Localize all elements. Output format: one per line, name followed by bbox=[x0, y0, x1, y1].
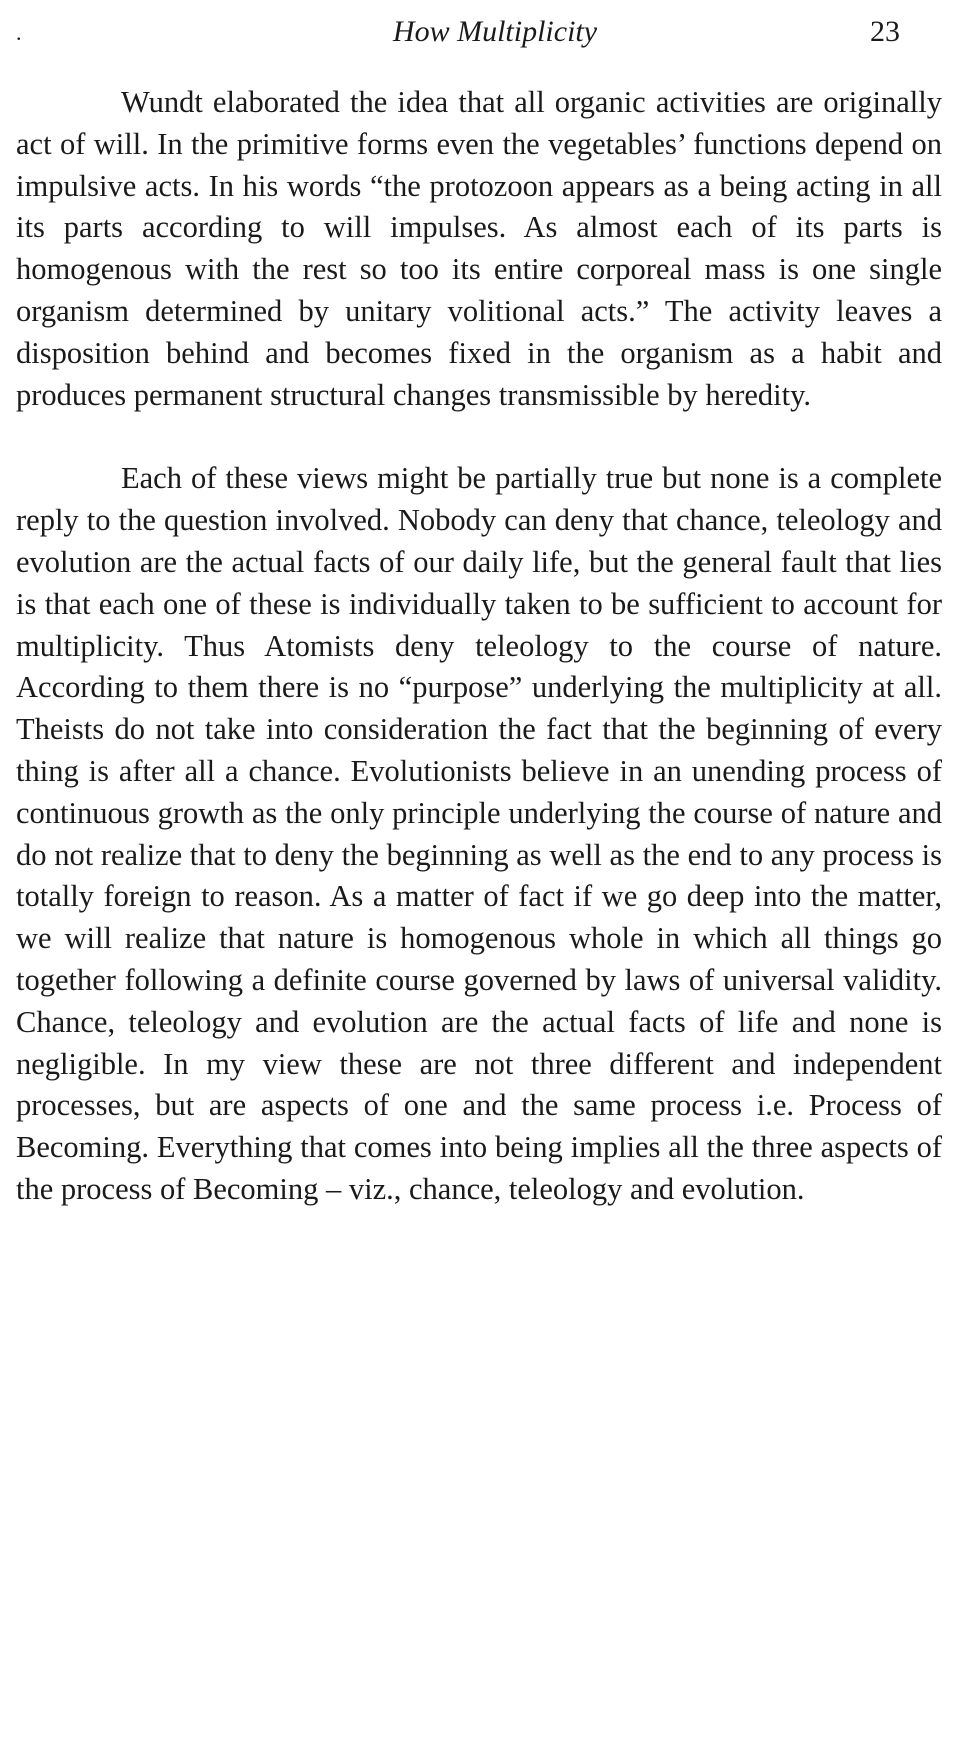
paragraph-wundt: Wundt elaborated the idea that all organic activities are originally act of will. In the primitive forms even the vegetables’ functions depend on impulsive acts. In his words “the protozoon appears as a being acting in all its parts according to will impulses. As almost each of its parts is homogenous with the rest so too its entire corporeal mass is one single organism determined by unitary volitional acts.” The activity leaves a disposition behind and becomes fixed in the organism as a habit and produces permanent structural changes transmissible by heredity. bbox=[16, 85, 942, 412]
page-number: 23 bbox=[870, 15, 900, 48]
page-body bbox=[16, 82, 942, 1211]
paragraph-views: Each of these views might be partially true but none is a complete reply to the question involved. Nobody can deny that chance, teleology and evolution are the actual facts of our daily life, but the general fault that lies is that each one of these is individually taken to be sufficient to account for multiplicity. Thus Atomists deny teleology to the course of nature. According to them there is no “purpose” underlying the multiplicity at all. Theists do not take into consideration the fact that the beginning of every thing is after all a chance. Evolutionists believe in an unending process of continuous growth as the only principle underlying the course of nature and do not realize that to deny the beginning as well as the end to any process is totally foreign to reason. As a matter of fact if we go deep into the matter, we will realize that nature is homogenous whole in which all things go together following a definite course governed by laws of universal validity. Chance, teleology and evolution are the actual facts of life and none is negligible. In my view these are not three different and independent processes, but are aspects of one and the same process i.e. Process of Becoming. Everything that comes into being implies all the three aspects of the process of Becoming – viz., chance, teleology and evolution. bbox=[16, 461, 942, 1206]
running-header bbox=[0, 10, 960, 54]
running-title: How Multiplicity bbox=[392, 15, 598, 48]
header-mark: . bbox=[16, 20, 22, 45]
